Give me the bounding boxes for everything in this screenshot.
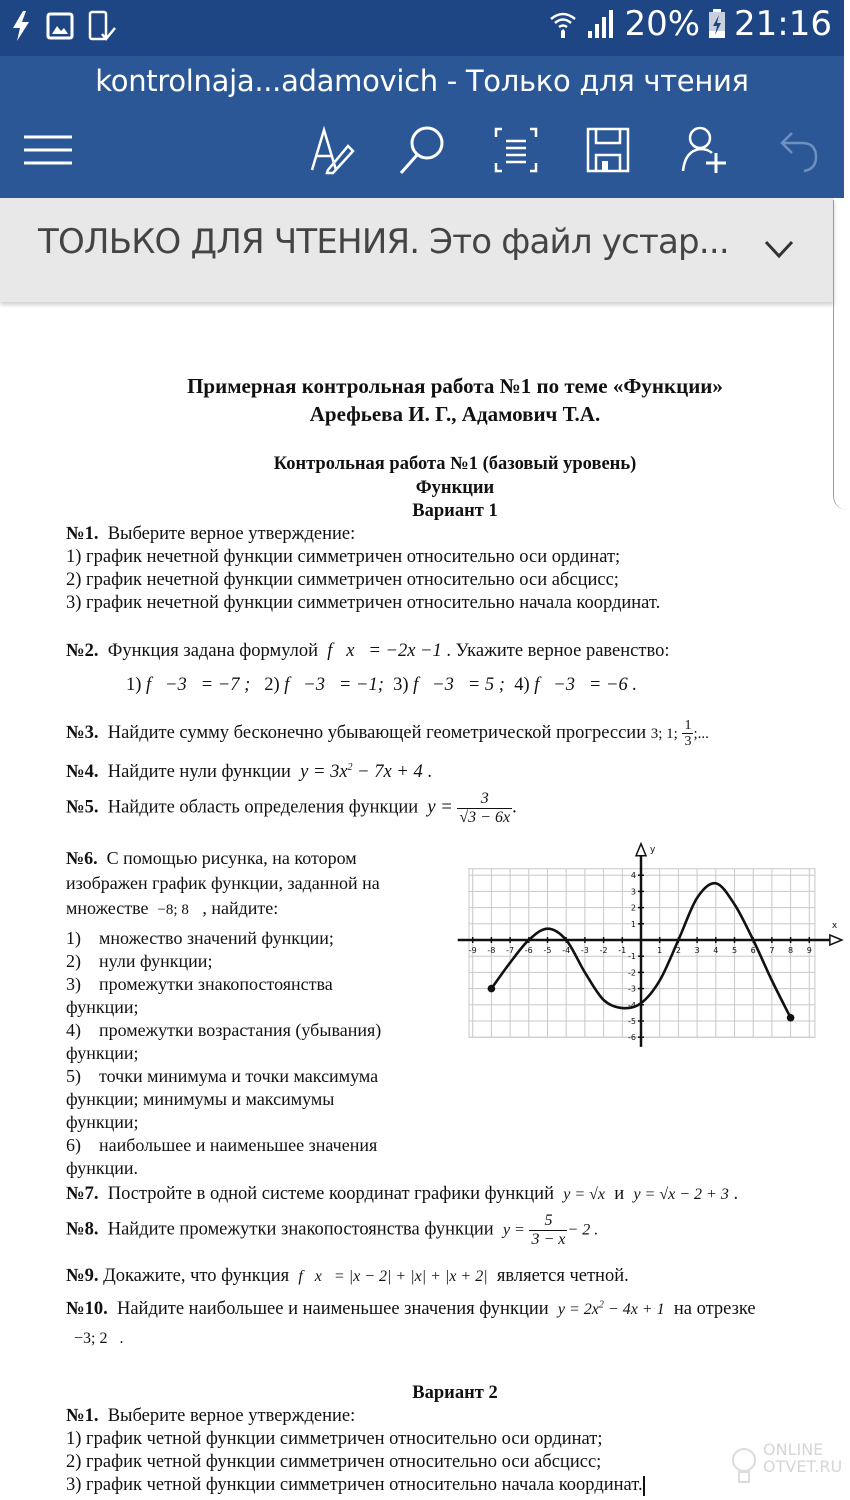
question-8 (66, 1212, 598, 1248)
share-button[interactable] (676, 122, 732, 178)
x-tick-label: 2 (675, 946, 681, 955)
question-6-set-line (66, 898, 278, 919)
search-icon (397, 125, 447, 175)
period: . (512, 797, 517, 818)
menu-icon (22, 133, 74, 167)
question-text: Найдите нули функции (107, 762, 291, 783)
option-formula: f −3 = 5 ; (413, 675, 505, 695)
chevron-down-icon[interactable] (762, 232, 796, 266)
x-axis-arrow (830, 935, 842, 945)
domain-set: −8; 8 (157, 902, 189, 918)
battery-charging-icon (708, 9, 726, 39)
formula-part: y = 2x (557, 1301, 599, 1318)
function-graph (450, 842, 838, 1057)
y-tick-label: 1 (630, 919, 636, 929)
menu-button[interactable] (20, 122, 76, 178)
interval: −3; 2 . (74, 1330, 124, 1347)
task-item: 4) промежутки возрастания (убывания) (66, 1020, 382, 1040)
x-tick-label: 1 (657, 946, 663, 955)
edit-button[interactable] (304, 122, 360, 178)
x-tick-label: 7 (769, 946, 775, 955)
x-tick-label: -7 (506, 946, 515, 955)
x-tick-label: 6 (750, 946, 756, 955)
question-text-end: на отрезке (673, 1299, 756, 1319)
fraction (529, 1212, 567, 1248)
question-text: Найдите наибольшее и наименьшее значения функции (116, 1299, 549, 1319)
formula-part: − 4x + 1 (603, 1301, 665, 1318)
read-mode-button[interactable] (488, 122, 544, 178)
y-tick-label: -6 (628, 1033, 636, 1043)
task-item: 5) точки минимума и точки максимума (66, 1066, 379, 1086)
save-button[interactable] (580, 122, 636, 178)
sequence-end: ;... (693, 726, 709, 743)
read-only-banner[interactable] (0, 198, 834, 302)
clock: 21:16 (734, 4, 832, 44)
share-user-icon (680, 125, 728, 175)
question-2 (66, 641, 669, 662)
question-text: С помощью рисунка, на котором (106, 848, 357, 868)
variant-1-heading: Вариант 1 (412, 501, 498, 521)
variant-2-heading: Вариант 2 (412, 1383, 498, 1403)
x-tick-label: 5 (731, 946, 738, 955)
doc-topic: Функции (415, 478, 495, 498)
question-9 (66, 1266, 629, 1287)
task-item: 6) наибольшее и наименьшее значения (66, 1135, 378, 1155)
option-formula: f −3 = −7 ; (146, 675, 251, 695)
formula: f x = −2x −1 (327, 641, 442, 661)
v2-question-1 (66, 1406, 355, 1427)
x-tick-label: 3 (694, 946, 700, 955)
fraction (457, 790, 512, 826)
y-tick-label: -1 (628, 952, 636, 962)
option-label: 4) (514, 675, 530, 695)
fraction-numerator: 1 (684, 718, 692, 733)
task-item: функции. (66, 1158, 138, 1178)
question-text-end: , найдите: (202, 898, 279, 918)
question-6 (66, 848, 357, 869)
question-7 (66, 1184, 738, 1205)
question-number: №4. (66, 762, 99, 783)
y-tick-label: 4 (630, 871, 636, 881)
y-tick-label: -2 (628, 968, 636, 978)
question-4 (66, 762, 432, 783)
search-button[interactable] (394, 122, 450, 178)
save-icon (586, 127, 630, 173)
formula: f x = |x − 2| + |x| + |x + 2| (298, 1268, 488, 1285)
task-item: функции; минимумы и максимумы (66, 1089, 335, 1109)
formula-part: − 7x + 4 (352, 762, 423, 783)
question-number: №2. (66, 641, 99, 661)
formula: y = √x (563, 1186, 606, 1203)
formula-rhs: − 2 . (567, 1221, 599, 1239)
option-item: 3) график четной функции симметричен относительно начала координат. (66, 1475, 643, 1495)
app-header (0, 56, 844, 198)
option-label: 3) (393, 675, 409, 695)
option-item: 3) график нечетной функции симметричен относительно начала координат. (66, 593, 661, 613)
option-label: 2) (264, 675, 280, 695)
x-tick-label: 9 (806, 946, 812, 955)
question-number: №3. (66, 723, 99, 744)
task-item: 3) промежутки знакопостоянства (66, 974, 333, 994)
exponent: 2 (598, 1299, 604, 1311)
question-text-end: . Укажите верное равенство: (446, 641, 670, 661)
sequence-start: 3; 1; (650, 726, 678, 743)
device-check-icon (88, 10, 118, 42)
conjunction: и (614, 1184, 625, 1204)
task-item: функции; (66, 997, 139, 1017)
doc-heading: Примерная контрольная работа №1 по теме «Функции» (187, 374, 723, 398)
wifi-icon (548, 9, 578, 39)
formula (300, 762, 423, 782)
watermark (735, 1442, 842, 1476)
read-mode-icon (494, 127, 538, 173)
period: . (427, 762, 432, 783)
question-number: №5. (66, 797, 99, 818)
undo-button[interactable] (770, 122, 826, 178)
x-tick-label: 4 (713, 946, 719, 955)
question-number: №1. (66, 1406, 99, 1426)
question-number: №9. (66, 1266, 99, 1286)
read-only-message: ТОЛЬКО ДЛЯ ЧТЕНИЯ. Это файл устар... (38, 222, 729, 262)
option-item: 2) график нечетной функции симметричен относительно оси абсцисс; (66, 570, 619, 590)
x-tick-label: -5 (543, 946, 552, 955)
x-tick-label: -2 (599, 946, 608, 955)
question-text: множестве (66, 898, 149, 918)
question-1 (66, 524, 355, 545)
lightbulb-icon (731, 1446, 757, 1486)
y-tick-label: -3 (628, 984, 636, 994)
option-label: 1) (126, 675, 142, 695)
task-item: 1) множество значений функции; (66, 928, 334, 948)
task-item: функции; (66, 1112, 139, 1132)
x-tick-label: -4 (562, 946, 571, 955)
question-10 (66, 1299, 756, 1320)
question-2-options (126, 675, 637, 696)
formula-lhs: y = (502, 1221, 525, 1239)
y-tick-label: -4 (628, 1000, 636, 1010)
gallery-icon (46, 12, 74, 40)
question-text: Найдите промежутки знакопостоянства функции (107, 1219, 494, 1240)
question-text: изображен график функции, заданной на (66, 873, 380, 893)
y-tick-label: 2 (630, 903, 636, 913)
option-item: 2) график четной функции симметричен относительно оси абсцисс; (66, 1452, 602, 1472)
endpoint-dot (787, 1014, 795, 1022)
x-tick-label: -6 (524, 946, 533, 955)
question-text: Докажите, что функция (103, 1266, 290, 1286)
fraction-denominator: 3 − x (531, 1230, 566, 1248)
x-tick-label: -3 (580, 946, 589, 955)
question-number: №1. (66, 524, 99, 544)
option-item: 1) график четной функции симметричен относительно оси ординат; (66, 1429, 603, 1449)
endpoint-dot (488, 985, 496, 993)
x-tick-label: -8 (487, 946, 496, 955)
question-number: №6. (66, 848, 98, 868)
task-item: функции; (66, 1043, 139, 1063)
option-item: 1) график нечетной функции симметричен относительно оси ординат; (66, 547, 621, 567)
exponent: 2 (347, 762, 353, 773)
signal-icon (586, 9, 616, 39)
question-text: Найдите сумму бесконечно убывающей геометрической прогрессии (107, 723, 647, 744)
option-formula: f −3 = −6 . (534, 675, 637, 695)
fraction-numerator: 3 (480, 790, 489, 807)
question-5 (66, 790, 517, 826)
question-text: Постройте в одной системе координат графики функций (107, 1184, 554, 1204)
y-tick-label: 3 (630, 887, 636, 897)
fraction-denominator: 3 (684, 734, 692, 750)
option-formula: f −3 = −1; (284, 675, 384, 695)
x-tick-label: -9 (468, 946, 477, 955)
flash-icon (10, 10, 32, 42)
battery-percent: 20% (624, 4, 701, 44)
document-title: kontrolnaja...adamovich - Только для чтения (95, 64, 749, 98)
x-axis-label: x (831, 921, 838, 931)
edit-pen-icon (308, 126, 356, 174)
y-axis-label: y (650, 844, 656, 855)
watermark-line1: ONLINE (763, 1440, 824, 1459)
doc-authors: Арефьева И. Г., Адамович Т.А. (309, 402, 601, 426)
fraction-numerator: 5 (544, 1212, 553, 1229)
question-number: №10. (66, 1299, 108, 1319)
y-tick-label: -5 (628, 1017, 636, 1026)
formula (558, 1301, 665, 1318)
x-tick-label: -1 (618, 946, 627, 955)
question-text: Выберите верное утверждение: (107, 1406, 356, 1426)
x-tick-label: 8 (788, 946, 794, 955)
question-text-end: является четной. (496, 1266, 629, 1286)
document-page (0, 302, 838, 1500)
question-3 (66, 718, 709, 750)
question-text: Функция задана формулой (107, 641, 319, 661)
doc-subheading: Контрольная работа №1 (базовый уровень) (273, 454, 637, 474)
question-text: Выберите верное утверждение: (107, 524, 356, 544)
question-text: Найдите область определения функции (107, 797, 419, 818)
formula: y = √x − 2 + 3 (633, 1186, 729, 1203)
text-cursor (643, 1476, 645, 1496)
y-axis-arrow (636, 844, 646, 856)
formula-lhs: y = (427, 797, 453, 818)
fraction (682, 718, 693, 750)
period: . (733, 1184, 739, 1204)
v2-option-3 (66, 1475, 645, 1496)
question-number: №8. (66, 1219, 99, 1240)
status-bar (0, 0, 844, 56)
watermark-line2: OTVET.RU (763, 1456, 843, 1476)
undo-icon (776, 127, 820, 173)
task-item: 2) нули функции; (66, 951, 213, 971)
fraction-denominator: √3 − 6x (459, 808, 511, 826)
formula-part: y = 3x (300, 762, 348, 783)
question-number: №7. (66, 1184, 99, 1204)
